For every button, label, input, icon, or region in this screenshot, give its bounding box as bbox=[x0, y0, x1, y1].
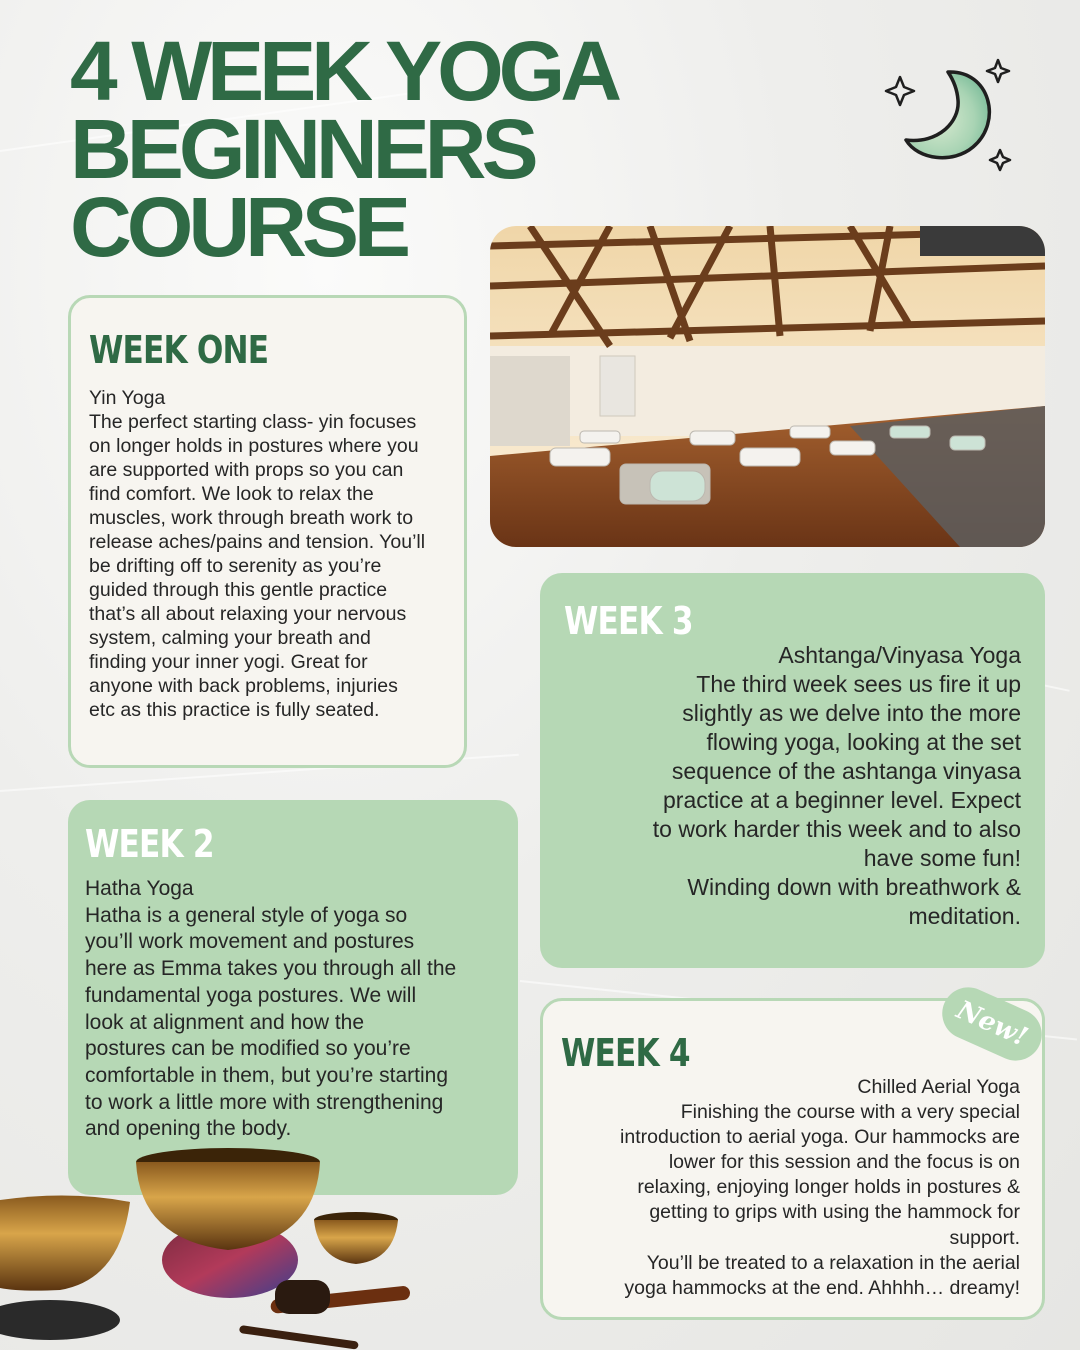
week-2-card bbox=[68, 800, 518, 1195]
week-3-description: Ashtanga/Vinyasa Yoga The third week sees us fire it up slightly as we delve into the more flowing yoga, looking at the set sequence of the ashtanga vinyasa practice at a beginner level. Expect to work harder this week and to also have some fun! Winding down with breathwork & meditation. bbox=[652, 642, 1021, 929]
week-4-card bbox=[540, 998, 1045, 1320]
new-badge: New! bbox=[934, 979, 1050, 1069]
week-2-heading: WEEK 2 bbox=[85, 822, 214, 866]
week-one-heading: WEEK ONE bbox=[89, 328, 269, 372]
week-one-description: Yin Yoga The perfect starting class- yin focuses on longer holds in postures where you are supported with props so you can find comfort. We look to relax the muscles, work through breath work to release aches/pains and tension. You’ll be drifting off to serenity as you’re guided through this gentle practice that’s all about relaxing your nervous system, calming your breath and finding your inner yogi. Great for anyone with back problems, injuries etc as this practice is fully seated. bbox=[89, 387, 426, 721]
week-3-card bbox=[540, 573, 1045, 968]
week-4-heading: WEEK 4 bbox=[561, 1031, 690, 1075]
week-2-description: Hatha Yoga Hatha is a general style of yoga so you’ll work movement and postures here as Emma takes you through all the fundamental yoga postures. We will look at alignment and how the postures can be modified so you’re comfortable in them, but you’re starting to work a little more with strengthening and opening the body. bbox=[85, 877, 457, 1141]
week-4-description: Chilled Aerial Yoga Finishing the course with a very special introduction to aerial yoga. Our hammocks are lower for this session and the focus is on relaxing, enjoying longer holds in postures & getting to grips with using the hammock for support. You’ll be treated to a relaxation in the aerial yoga hammocks at the end. Ahhhh… dreamy! bbox=[620, 1076, 1020, 1299]
studio-photo bbox=[490, 226, 1045, 547]
week-3-heading: WEEK 3 bbox=[564, 599, 693, 643]
title-line: BEGINNERS bbox=[70, 102, 534, 196]
title-line: 4 WEEK YOGA bbox=[70, 24, 617, 118]
week-one-card bbox=[68, 295, 467, 768]
title-line: COURSE bbox=[70, 180, 406, 274]
singing-bowls-image bbox=[0, 1140, 420, 1350]
moon-icon bbox=[878, 52, 1028, 182]
